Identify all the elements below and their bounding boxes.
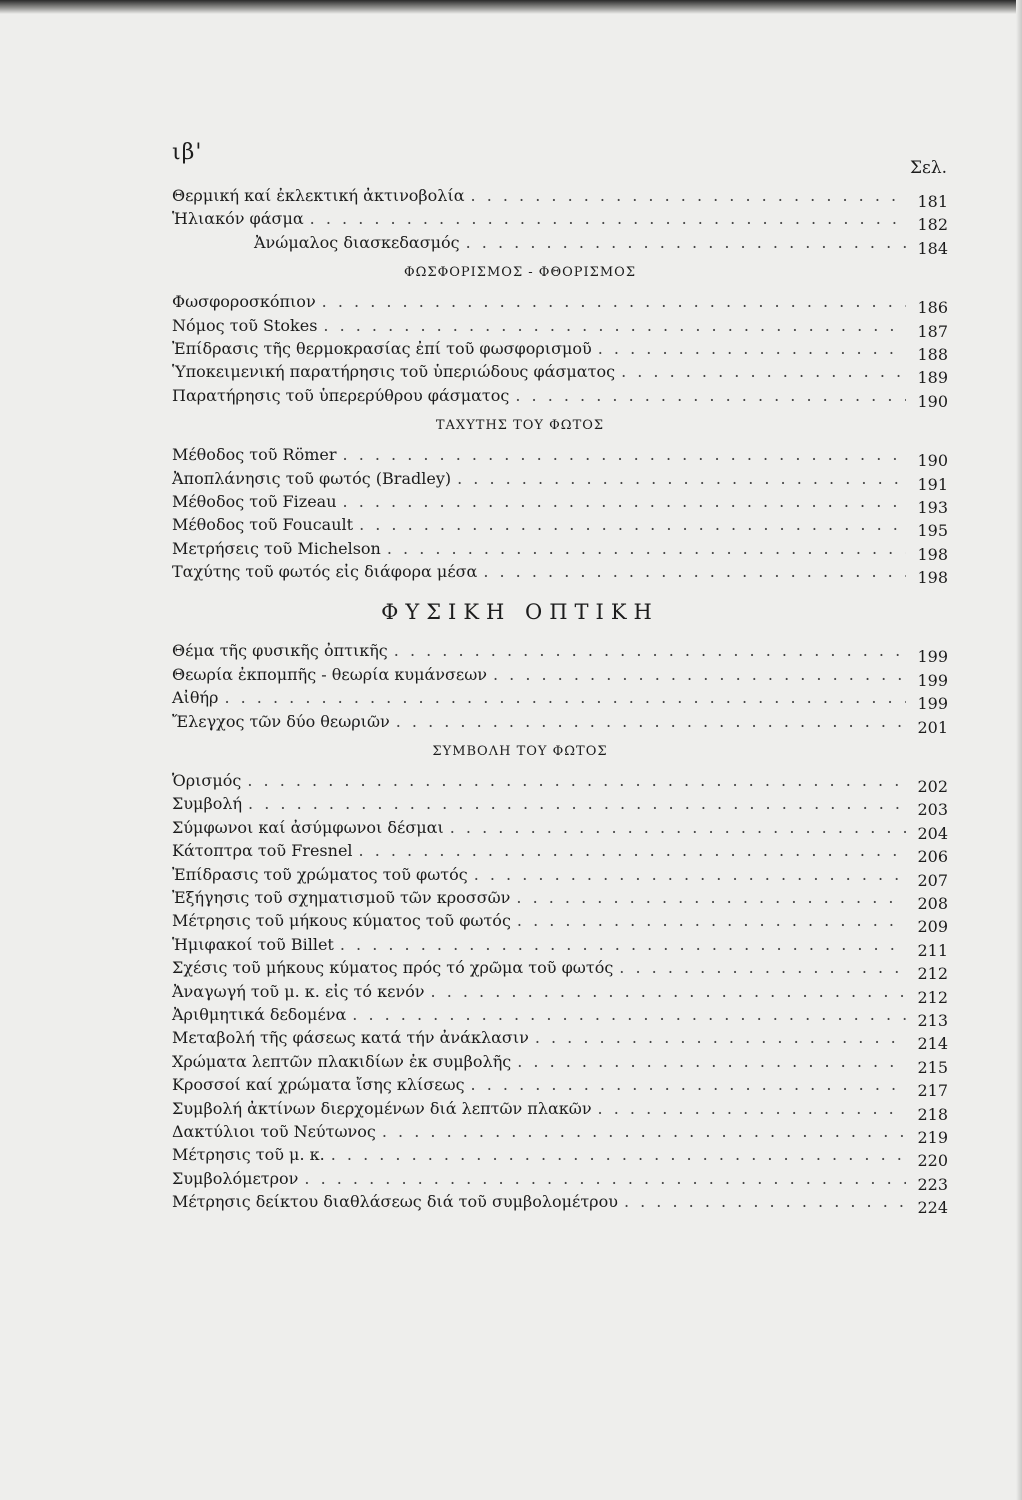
dot-leader xyxy=(457,467,906,490)
table-of-contents xyxy=(172,184,948,1218)
toc-entry[interactable] xyxy=(172,816,948,843)
toc-entry[interactable] xyxy=(172,290,948,318)
dot-leader xyxy=(394,639,906,662)
toc-entry[interactable] xyxy=(172,490,948,517)
toc-entry[interactable] xyxy=(172,663,948,690)
toc-entry-label: Κάτοπτρα τοῦ Fresnel xyxy=(172,841,353,861)
dot-leader xyxy=(359,839,906,862)
toc-entry-label: Παρατήρησις τοῦ ὑπερερύθρου φάσματος xyxy=(172,385,510,405)
toc-entry-label: Μέτρησις τοῦ μ. κ. xyxy=(172,1145,325,1165)
toc-entry-label: Μετρήσεις τοῦ Michelson xyxy=(172,538,381,558)
dot-leader xyxy=(471,184,906,207)
toc-entry-label: Μέτρησις δείκτου διαθλάσεως διά τοῦ συμβολομέτρου xyxy=(172,1192,618,1212)
toc-section xyxy=(172,739,948,1218)
toc-entry-page: 198 xyxy=(917,568,948,588)
toc-entry-label: Μέθοδος τοῦ Fizeau xyxy=(172,491,337,511)
toc-entry-label: Αἰθήρ xyxy=(172,688,219,708)
toc-entry-page: 198 xyxy=(917,544,948,564)
toc-entry-page: 199 xyxy=(917,694,948,714)
toc-entry-label: Μεταβολή τῆς φάσεως κατά τήν ἀνάκλασιν xyxy=(172,1028,529,1048)
toc-entry-page: 199 xyxy=(917,670,948,690)
toc-entry-label: Φωσφοροσκόπιον xyxy=(172,292,316,312)
toc-entry-label: Ὑποκειμενική παρατήρησις τοῦ ὑπεριώδους φάσματος xyxy=(172,362,616,382)
dot-leader xyxy=(224,686,906,709)
dot-leader xyxy=(248,792,906,815)
dot-leader xyxy=(619,956,906,979)
toc-entry-label: Θερμική καί ἐκλεκτική ἀκτινοβολία xyxy=(172,186,465,205)
toc-entry-label: Χρώματα λεπτῶν πλακιδίων ἐκ συμβολῆς xyxy=(172,1051,512,1071)
dot-leader xyxy=(517,1050,906,1073)
toc-entry-label: Δακτύλιοι τοῦ Νεύτωνος xyxy=(172,1121,376,1141)
toc-entry[interactable] xyxy=(172,686,948,714)
toc-entry-label: Ἐξήγησις τοῦ σχηματισμοῦ τῶν κροσσῶν xyxy=(172,887,511,907)
toc-entry-label: Μέτρησις τοῦ μήκους κύματος τοῦ φωτός xyxy=(172,911,511,931)
toc-entry-label: Ἡλιακόν φάσμα xyxy=(172,209,304,229)
toc-entry-page: 217 xyxy=(917,1081,948,1101)
toc-entry-label: Κροσσοί καί χρώματα ἴσης κλίσεως xyxy=(172,1075,465,1095)
toc-entry[interactable] xyxy=(172,1026,948,1054)
toc-entry[interactable] xyxy=(172,1003,948,1030)
toc-entry[interactable] xyxy=(172,792,948,820)
toc-entry-label: Μέθοδος τοῦ Foucault xyxy=(172,515,354,535)
dot-leader xyxy=(310,207,906,230)
page-top-edge xyxy=(0,0,1022,14)
toc-entry-page: 189 xyxy=(917,368,948,388)
dot-leader xyxy=(323,314,906,337)
page-right-edge xyxy=(1016,0,1022,1500)
toc-entry-page: 190 xyxy=(917,391,948,411)
toc-entry-page: 203 xyxy=(917,800,948,820)
dot-leader xyxy=(322,290,906,313)
toc-entry[interactable] xyxy=(172,337,948,364)
toc-entry-label: Συμβολόμετρον xyxy=(172,1168,299,1188)
toc-entry-page: 190 xyxy=(917,451,948,471)
toc-section xyxy=(172,260,948,411)
page-number: ιβ' xyxy=(172,140,203,165)
dot-leader xyxy=(304,1167,906,1190)
toc-entry[interactable] xyxy=(172,839,948,867)
toc-entry[interactable] xyxy=(172,956,948,984)
toc-entry-label: Ἀποπλάνησις τοῦ φωτός (Bradley) xyxy=(172,468,452,488)
toc-entry-page: 223 xyxy=(917,1174,948,1194)
toc-entry-page: 202 xyxy=(917,777,948,797)
toc-entry-label: Ἔλεγχος τῶν δύο θεωριῶν xyxy=(172,711,390,731)
toc-entry[interactable] xyxy=(172,863,948,890)
dot-leader xyxy=(450,816,906,839)
toc-entry-label: Ἐπίδρασις τοῦ χρώματος τοῦ φωτός xyxy=(172,864,468,884)
toc-entry-label: Ἐπίδρασις τῆς θερμοκρασίας ἐπί τοῦ φωσφορισμοῦ xyxy=(172,338,592,358)
dot-leader xyxy=(598,337,906,360)
toc-entry[interactable] xyxy=(172,710,948,737)
toc-entry[interactable] xyxy=(172,1050,948,1077)
toc-entry-page: 182 xyxy=(917,215,948,235)
toc-entry-page: 212 xyxy=(917,964,948,984)
toc-entry-page: 209 xyxy=(917,917,948,937)
toc-entry[interactable] xyxy=(172,314,948,341)
toc-entry-page: 184 xyxy=(917,238,948,258)
toc-entry[interactable] xyxy=(172,769,948,797)
dot-leader xyxy=(474,863,906,886)
dot-leader xyxy=(352,1003,906,1026)
toc-entry-label: Ταχύτης τοῦ φωτός εἰς διάφορα μέσα xyxy=(172,562,478,582)
toc-entry[interactable] xyxy=(172,1073,948,1101)
toc-entry[interactable] xyxy=(172,886,948,913)
toc-entry[interactable] xyxy=(172,639,948,667)
toc-entry-label: Συμβολή ἀκτίνων διερχομένων διά λεπτῶν πλακῶν xyxy=(172,1098,592,1118)
toc-entry[interactable] xyxy=(172,933,948,960)
dot-leader xyxy=(621,360,906,383)
section-title: ΦΩΣΦΟΡΙΣΜΟΣ - ΦΘΟΡΙΣΜΟΣ xyxy=(403,265,637,281)
toc-entry-label: Ἀριθμητικά δεδομένα xyxy=(172,1004,347,1024)
toc-entry-page: 212 xyxy=(917,987,948,1007)
toc-entry[interactable] xyxy=(172,560,948,588)
dot-leader xyxy=(343,443,906,466)
dot-leader xyxy=(624,1190,906,1213)
toc-entry-page: 193 xyxy=(917,497,948,517)
toc-entry-page: 224 xyxy=(917,1198,948,1218)
toc-entry-page: 199 xyxy=(917,647,948,667)
toc-entry-page: 207 xyxy=(917,870,948,890)
toc-entry-page: 208 xyxy=(917,893,948,913)
toc-entry-page: 206 xyxy=(917,847,948,867)
toc-entry[interactable] xyxy=(172,980,948,1007)
toc-entry-label: Θεωρία ἐκπομπῆς - θεωρία κυμάνσεων xyxy=(172,664,487,684)
dot-leader xyxy=(493,663,906,686)
toc-entry-label: Μέθοδος τοῦ Römer xyxy=(172,445,337,465)
toc-entry-page: 215 xyxy=(917,1057,948,1077)
toc-entry[interactable] xyxy=(172,443,948,471)
dot-leader xyxy=(382,1120,906,1143)
toc-entry[interactable] xyxy=(172,207,948,235)
toc-entry[interactable] xyxy=(172,1143,948,1171)
dot-leader xyxy=(247,769,906,792)
toc-entry-page: 218 xyxy=(917,1104,948,1124)
toc-entry[interactable] xyxy=(172,1097,948,1124)
toc-entry[interactable] xyxy=(172,1120,948,1147)
toc-entry-page: 187 xyxy=(917,321,948,341)
dot-leader xyxy=(466,231,906,254)
toc-entry-label: Σύμφωνοι καί ἀσύμφωνοι δέσμαι xyxy=(172,817,444,837)
toc-entry[interactable] xyxy=(172,231,948,258)
toc-entry-page: 214 xyxy=(917,1034,948,1054)
toc-section xyxy=(172,413,948,588)
toc-entry-page: 201 xyxy=(917,717,948,737)
dot-leader xyxy=(343,490,906,513)
dot-leader xyxy=(517,909,906,932)
dot-leader xyxy=(387,537,906,560)
toc-entry[interactable] xyxy=(172,537,948,564)
toc-section xyxy=(172,184,948,258)
toc-entry[interactable] xyxy=(172,384,948,411)
toc-entry-page: 213 xyxy=(917,1010,948,1030)
toc-entry[interactable] xyxy=(172,1167,948,1194)
dot-leader xyxy=(396,710,906,733)
toc-section xyxy=(172,593,948,737)
toc-entry-label: Ἡμιφακοί τοῦ Billet xyxy=(172,934,334,954)
dot-leader xyxy=(535,1026,906,1049)
page-column-header: Σελ. xyxy=(910,158,948,178)
toc-entry-label: Σχέσις τοῦ μήκους κύματος πρός τό χρῶμα τοῦ φωτός xyxy=(172,958,614,978)
dot-leader xyxy=(331,1143,906,1166)
toc-entry-page: 181 xyxy=(917,192,948,211)
dot-leader xyxy=(340,933,906,956)
toc-entry-label: Ἀναγωγή τοῦ μ. κ. εἰς τό κενόν xyxy=(172,981,425,1001)
toc-entry[interactable] xyxy=(172,360,948,388)
dot-leader xyxy=(431,980,906,1003)
toc-entry-page: 188 xyxy=(917,344,948,364)
toc-entry[interactable] xyxy=(172,513,948,541)
toc-entry-page: 191 xyxy=(917,474,948,494)
toc-entry[interactable] xyxy=(172,909,948,937)
toc-entry[interactable] xyxy=(172,1190,948,1218)
dot-leader xyxy=(515,384,906,407)
dot-leader xyxy=(516,886,906,909)
toc-entry[interactable] xyxy=(172,184,948,211)
toc-entry-page: 220 xyxy=(917,1151,948,1171)
section-title: ΣΥΜΒΟΛΗ ΤΟΥ ΦΩΤΟΣ xyxy=(432,744,608,760)
toc-entry-page: 204 xyxy=(917,823,948,843)
toc-entry-page: 219 xyxy=(917,1127,948,1147)
toc-entry-page: 195 xyxy=(917,521,948,541)
dot-leader xyxy=(471,1073,906,1096)
toc-entry-label: Ὁρισμός xyxy=(172,771,242,791)
toc-entry-label: Νόμος τοῦ Stokes xyxy=(172,315,318,335)
section-title: ΦΥΣΙΚΗ ΟΠΤΙΚΗ xyxy=(381,600,659,625)
toc-entry-page: 186 xyxy=(917,298,948,318)
section-title: ΤΑΧΥΤΗΣ ΤΟΥ ΦΩΤΟΣ xyxy=(435,418,605,434)
toc-entry-label: Συμβολή xyxy=(172,794,243,814)
dot-leader xyxy=(598,1097,906,1120)
dot-leader xyxy=(483,560,906,583)
toc-entry-page: 211 xyxy=(917,940,948,960)
dot-leader xyxy=(359,513,906,536)
toc-entry-label: Θέμα τῆς φυσικῆς ὀπτικῆς xyxy=(172,641,388,661)
toc-entry-label: Ἀνώμαλος διασκεδασμός xyxy=(254,232,460,252)
toc-entry[interactable] xyxy=(172,467,948,494)
